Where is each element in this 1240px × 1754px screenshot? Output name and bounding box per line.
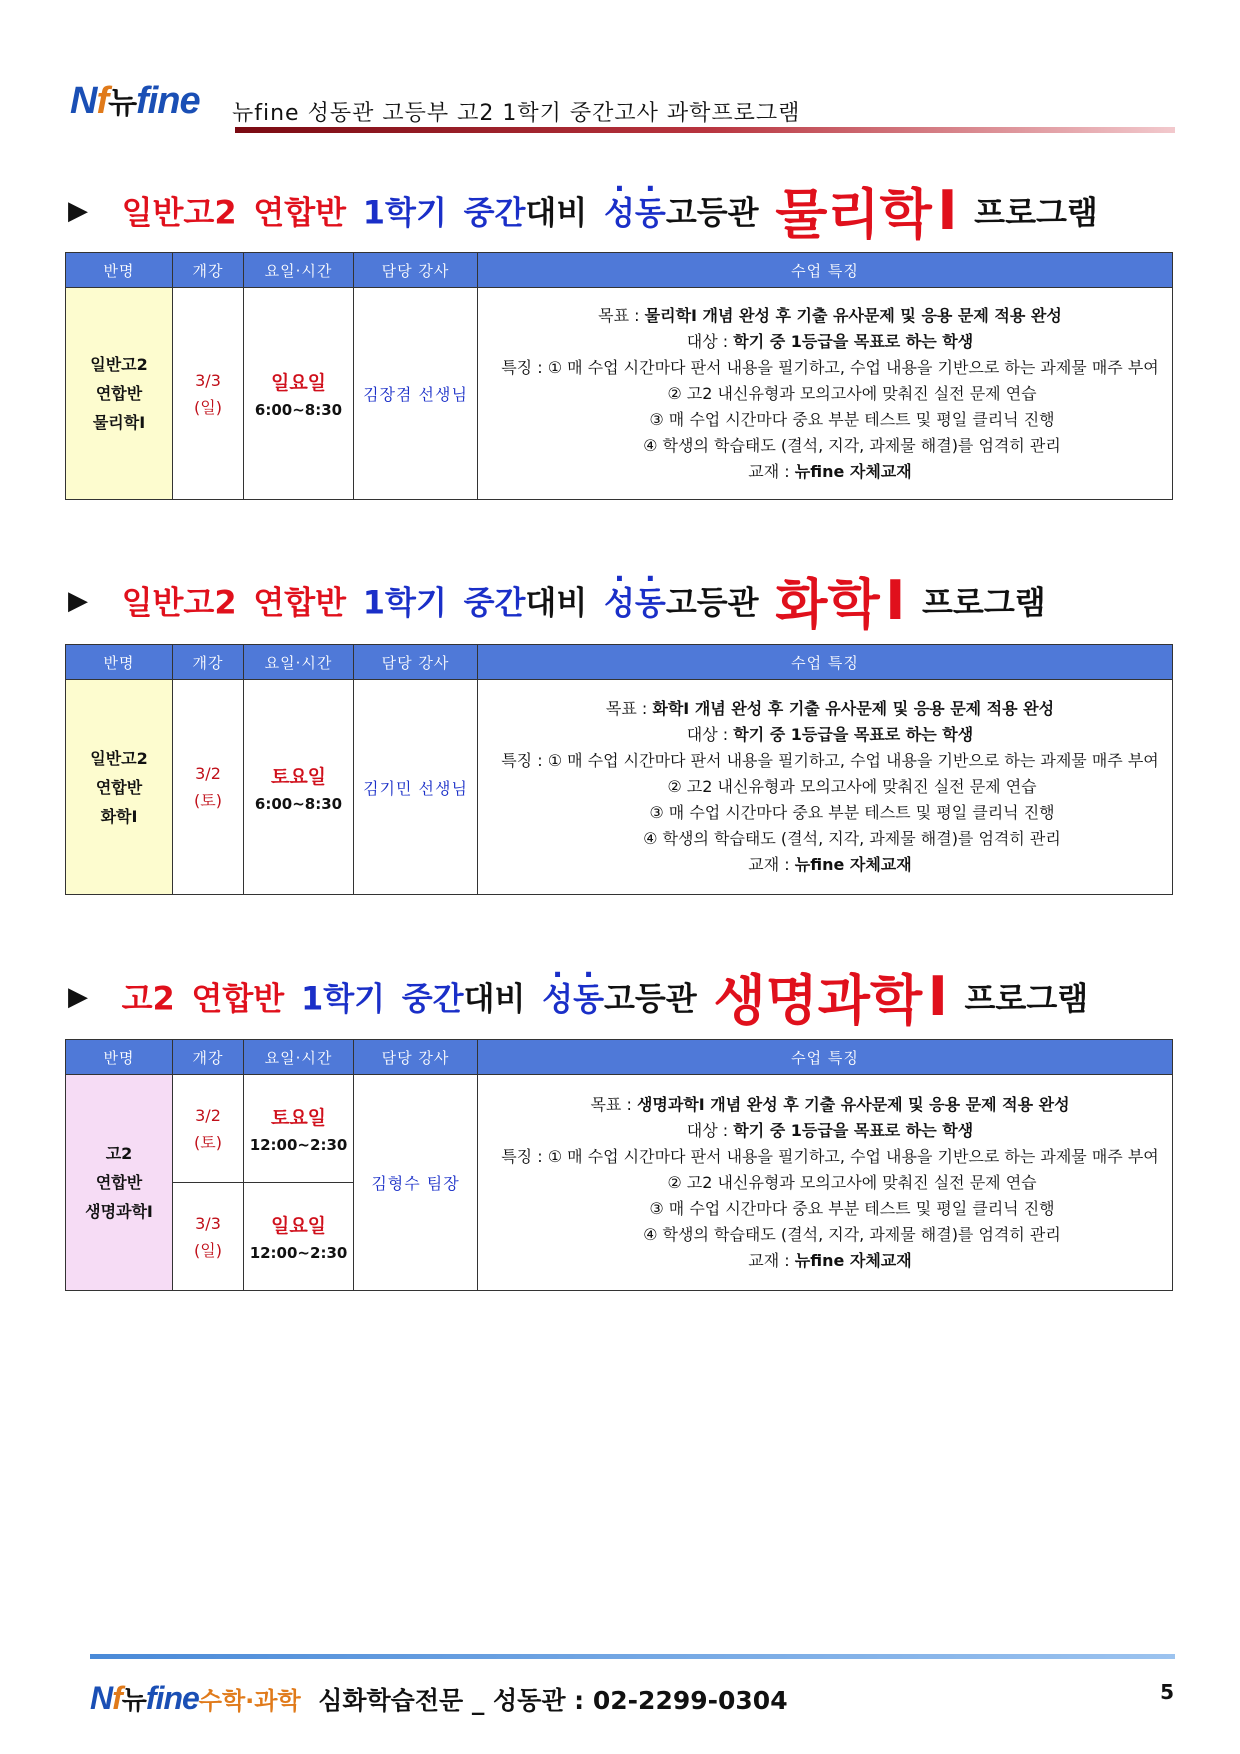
target-line bbox=[488, 1118, 1172, 1144]
table-header-row bbox=[66, 253, 1173, 288]
title-part: 성 bbox=[542, 979, 574, 1018]
title-part: 성 bbox=[603, 583, 635, 622]
schedule-cell bbox=[244, 1183, 354, 1291]
book-line bbox=[488, 459, 1172, 485]
goal-line bbox=[488, 1092, 1172, 1118]
col-header: 요일·시간 bbox=[244, 1040, 354, 1075]
book-label: 교재 : bbox=[748, 855, 795, 874]
class-name-line: 연합반 bbox=[95, 777, 143, 797]
logo-n: N bbox=[90, 1680, 113, 1716]
col-header: 개강 bbox=[173, 253, 244, 288]
col-header: 수업 특징 bbox=[478, 645, 1173, 680]
title-subject: 화학 bbox=[775, 573, 880, 636]
book-text: 뉴fine 자체교재 bbox=[794, 855, 912, 874]
class-name-cell bbox=[66, 1075, 173, 1291]
title-roman: Ⅰ bbox=[927, 965, 948, 1028]
features-cell bbox=[478, 288, 1173, 500]
feature-item: ② 고2 내신유형과 모의고사에 맞춰진 실전 문제 연습 bbox=[667, 777, 1037, 796]
start-date: 3/3 bbox=[195, 1213, 221, 1233]
title-part: 중간 bbox=[463, 583, 526, 622]
class-name-line: 물리학Ⅰ bbox=[92, 413, 146, 432]
logo-n: N bbox=[70, 80, 97, 122]
logo-nyu: 뉴 bbox=[108, 87, 137, 120]
feature-item: ③ 매 수업 시간마다 중요 부분 테스트 및 평일 클리닉 진행 bbox=[649, 803, 1055, 822]
logo-nyu: 뉴 bbox=[121, 1685, 146, 1715]
class-name-line: 화학Ⅰ bbox=[100, 806, 138, 826]
book-label: 교재 : bbox=[748, 461, 795, 481]
title-part: 프로그램 bbox=[964, 979, 1089, 1018]
page-number: 5 bbox=[1160, 1680, 1174, 1704]
col-header: 담당 강사 bbox=[354, 253, 478, 288]
feature-item: ① 매 수업 시간마다 판서 내용을 필기하고, 수업 내용을 기반으로 하는 과제물 매주 부여 bbox=[547, 751, 1159, 770]
target-label: 대상 : bbox=[686, 725, 734, 744]
title-part: 고등관 bbox=[665, 193, 759, 232]
goal-text: 생명과학Ⅰ 개념 완성 후 기출 유사문제 및 응용 문제 적용 완성 bbox=[636, 1094, 1070, 1114]
feature-item: ④ 학생의 학습태도 (결석, 지각, 과제물 해결)를 엄격히 관리 bbox=[643, 435, 1061, 455]
feature-item: ③ 매 수업 시간마다 중요 부분 테스트 및 평일 클리닉 진행 bbox=[649, 409, 1055, 429]
table-row bbox=[66, 1075, 1173, 1183]
footer bbox=[90, 1680, 788, 1717]
book-line bbox=[488, 1248, 1172, 1274]
schedule-cell bbox=[244, 1075, 354, 1183]
start-weekday: (토) bbox=[194, 1132, 222, 1152]
col-header: 개강 bbox=[173, 645, 244, 680]
time-range: 12:00~2:30 bbox=[249, 1244, 348, 1262]
arrow-icon: ▶ bbox=[68, 585, 88, 616]
arrow-icon: ▶ bbox=[68, 195, 88, 226]
class-name-line: 연합반 bbox=[95, 384, 143, 403]
title-part: 대비 bbox=[463, 979, 526, 1018]
col-header: 요일·시간 bbox=[244, 253, 354, 288]
table-header-row bbox=[66, 645, 1173, 680]
title-part: 연합반 bbox=[191, 979, 285, 1018]
teacher-cell: 김형수 팀장 bbox=[354, 1075, 478, 1291]
book-text: 뉴fine 자체교재 bbox=[794, 461, 912, 481]
section-title-life-science bbox=[68, 958, 1088, 1035]
feature-label: 특징 : bbox=[501, 751, 548, 770]
time-range: 12:00~2:30 bbox=[249, 1136, 348, 1154]
target-label: 대상 : bbox=[686, 1120, 734, 1140]
start-weekday: (토) bbox=[194, 791, 222, 810]
goal-line bbox=[488, 303, 1172, 329]
title-part: 동 bbox=[634, 583, 666, 622]
title-part: 1학기 bbox=[362, 193, 447, 232]
title-part: 1학기 bbox=[300, 979, 386, 1018]
feature-line bbox=[488, 1144, 1172, 1170]
title-part: 동 bbox=[634, 193, 666, 232]
start-date: 3/2 bbox=[195, 764, 221, 783]
class-name-line: 연합반 bbox=[95, 1173, 143, 1192]
logo-fine: fine bbox=[145, 1680, 199, 1716]
start-date-cell bbox=[173, 1075, 244, 1183]
program-table-life-science bbox=[65, 1039, 1173, 1291]
footer-contact: 심화학습전문 _ 성동관 : 02-2299-0304 bbox=[318, 1686, 788, 1715]
title-part: 대비 bbox=[525, 583, 588, 622]
features-cell bbox=[478, 1075, 1173, 1291]
section-title-physics bbox=[68, 172, 1098, 249]
features-cell bbox=[478, 680, 1173, 895]
logo-f: f bbox=[96, 80, 109, 122]
title-part: 고2 bbox=[121, 979, 175, 1018]
class-name-line: 일반고2 bbox=[90, 355, 148, 374]
start-date: 3/2 bbox=[195, 1105, 221, 1125]
feature-line bbox=[488, 748, 1172, 774]
weekday: 일요일 bbox=[270, 372, 327, 394]
col-header: 반명 bbox=[66, 253, 173, 288]
class-name-line: 고2 bbox=[105, 1144, 133, 1163]
footer-divider bbox=[90, 1654, 1175, 1659]
class-name-cell bbox=[66, 288, 173, 500]
col-header: 수업 특징 bbox=[478, 1040, 1173, 1075]
feature-line bbox=[488, 355, 1172, 381]
program-table-physics bbox=[65, 252, 1173, 500]
book-label: 교재 : bbox=[748, 1250, 795, 1270]
goal-label: 목표 : bbox=[605, 699, 653, 718]
title-part: 고등관 bbox=[603, 979, 697, 1018]
time-range: 6:00~8:30 bbox=[254, 401, 343, 419]
target-text: 학기 중 1등급을 목표로 하는 학생 bbox=[733, 1120, 974, 1140]
title-subject: 생명과학 bbox=[713, 969, 923, 1032]
class-name-line: 일반고2 bbox=[90, 748, 148, 768]
start-date-cell bbox=[173, 288, 244, 500]
target-text: 학기 중 1등급을 목표로 하는 학생 bbox=[733, 725, 974, 744]
title-part: 일반고2 bbox=[121, 583, 237, 622]
feature-label: 특징 : bbox=[501, 1146, 548, 1166]
title-part: 일반고2 bbox=[121, 193, 237, 232]
title-part: 프로그램 bbox=[922, 583, 1046, 622]
title-part: 프로그램 bbox=[974, 193, 1098, 232]
feature-item: ④ 학생의 학습태도 (결석, 지각, 과제물 해결)를 엄격히 관리 bbox=[643, 829, 1061, 848]
col-header: 수업 특징 bbox=[478, 253, 1173, 288]
start-date: 3/3 bbox=[195, 370, 221, 390]
start-weekday: (일) bbox=[194, 397, 222, 417]
program-table-chemistry bbox=[65, 644, 1173, 895]
title-part: 대비 bbox=[525, 193, 588, 232]
goal-line bbox=[488, 696, 1172, 722]
logo-fine: fine bbox=[136, 80, 200, 122]
class-name-cell bbox=[66, 680, 173, 895]
weekday: 토요일 bbox=[270, 765, 327, 788]
title-part: 고등관 bbox=[665, 583, 759, 622]
target-line bbox=[488, 329, 1172, 355]
col-header: 개강 bbox=[173, 1040, 244, 1075]
target-text: 학기 중 1등급을 목표로 하는 학생 bbox=[733, 331, 974, 351]
col-header: 담당 강사 bbox=[354, 1040, 478, 1075]
book-line bbox=[488, 852, 1172, 878]
page-header-title: 뉴fine 성동관 고등부 고2 1학기 중간고사 과학프로그램 bbox=[232, 101, 801, 126]
feature-item: ② 고2 내신유형과 모의고사에 맞춰진 실전 문제 연습 bbox=[667, 383, 1037, 403]
schedule-cell bbox=[244, 288, 354, 500]
table-header-row bbox=[66, 1040, 1173, 1075]
title-part: 동 bbox=[573, 979, 604, 1018]
title-roman: Ⅰ bbox=[885, 569, 906, 632]
footer-logo bbox=[90, 1680, 199, 1716]
col-header: 반명 bbox=[66, 645, 173, 680]
table-row bbox=[66, 288, 1173, 500]
logo-f: f bbox=[112, 1680, 122, 1716]
nyufine-logo bbox=[70, 78, 200, 123]
title-roman: Ⅰ bbox=[937, 179, 958, 242]
title-subject: 물리학 bbox=[775, 183, 932, 246]
goal-text: 물리학Ⅰ 개념 완성 후 기출 유사문제 및 응용 문제 적용 완성 bbox=[644, 305, 1062, 325]
start-date-cell bbox=[173, 1183, 244, 1291]
title-part: 중간 bbox=[463, 193, 526, 232]
goal-text: 화학Ⅰ 개념 완성 후 기출 유사문제 및 응용 문제 적용 완성 bbox=[652, 699, 1055, 718]
section-title-chemistry bbox=[68, 562, 1046, 639]
feature-item: ② 고2 내신유형과 모의고사에 맞춰진 실전 문제 연습 bbox=[667, 1172, 1037, 1192]
title-part: 1학기 bbox=[362, 583, 447, 622]
teacher-cell: 김기민 선생님 bbox=[354, 680, 478, 895]
teacher-cell: 김장겸 선생님 bbox=[354, 288, 478, 500]
table-row bbox=[66, 680, 1173, 895]
feature-item: ① 매 수업 시간마다 판서 내용을 필기하고, 수업 내용을 기반으로 하는 과제물 매주 부여 bbox=[547, 357, 1159, 377]
feature-item: ③ 매 수업 시간마다 중요 부분 테스트 및 평일 클리닉 진행 bbox=[649, 1198, 1055, 1218]
feature-item: ① 매 수업 시간마다 판서 내용을 필기하고, 수업 내용을 기반으로 하는 과제물 매주 부여 bbox=[547, 1146, 1159, 1166]
title-part: 성 bbox=[603, 193, 635, 232]
title-part: 연합반 bbox=[253, 583, 347, 622]
book-text: 뉴fine 자체교재 bbox=[794, 1250, 912, 1270]
weekday: 일요일 bbox=[270, 1215, 327, 1237]
title-part: 연합반 bbox=[253, 193, 347, 232]
target-label: 대상 : bbox=[686, 331, 734, 351]
time-range: 6:00~8:30 bbox=[254, 794, 343, 813]
feature-item: ④ 학생의 학습태도 (결석, 지각, 과제물 해결)를 엄격히 관리 bbox=[643, 1224, 1061, 1244]
header-divider bbox=[235, 127, 1175, 133]
start-weekday: (일) bbox=[194, 1240, 222, 1260]
schedule-cell bbox=[244, 680, 354, 895]
target-line bbox=[488, 722, 1172, 748]
title-part: 중간 bbox=[401, 979, 464, 1018]
footer-subjects: 수학·과학 bbox=[198, 1687, 301, 1715]
weekday: 토요일 bbox=[270, 1107, 327, 1129]
class-name-line: 생명과학Ⅰ bbox=[85, 1202, 153, 1221]
arrow-icon: ▶ bbox=[68, 981, 88, 1012]
goal-label: 목표 : bbox=[590, 1094, 637, 1114]
goal-label: 목표 : bbox=[598, 305, 645, 325]
col-header: 반명 bbox=[66, 1040, 173, 1075]
col-header: 담당 강사 bbox=[354, 645, 478, 680]
feature-label: 특징 : bbox=[501, 357, 548, 377]
start-date-cell bbox=[173, 680, 244, 895]
col-header: 요일·시간 bbox=[244, 645, 354, 680]
